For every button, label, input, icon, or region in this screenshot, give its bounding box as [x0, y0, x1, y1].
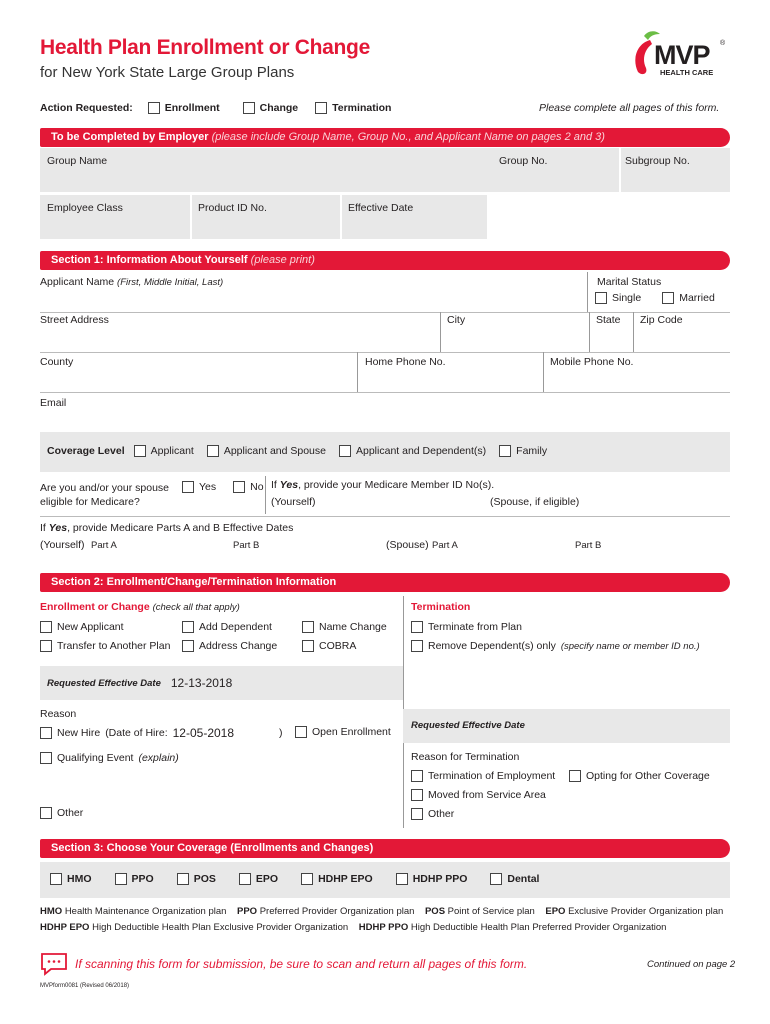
subgroup-no-label: Subgroup No.	[625, 155, 690, 167]
new-applicant-option	[40, 621, 124, 633]
medicare-yes-label: Yes	[199, 481, 217, 493]
moved-option	[411, 789, 546, 801]
enrollment-label: Enrollment	[164, 102, 220, 114]
logo-registered: ®	[720, 40, 726, 47]
check-all-note: (check all that apply)	[152, 602, 240, 613]
if-yes-emph: Yes	[279, 479, 299, 491]
term-other-label: Other	[428, 808, 455, 820]
medicare-yes-no	[182, 481, 264, 493]
date-of-hire-label: (Date of Hire:	[105, 727, 168, 739]
marital-status-label: Marital Status	[597, 276, 662, 288]
requested-effective-date-label: Requested Effective Date	[47, 677, 161, 689]
legend-pos-desc: Point of Service plan	[447, 906, 535, 917]
logo-wordmark: MVP	[654, 40, 710, 70]
dental-label: Dental	[507, 873, 540, 885]
transfer-checkbox[interactable]	[40, 640, 52, 652]
new-applicant-label: New Applicant	[57, 621, 124, 633]
qualifying-event-label: Qualifying Event	[57, 752, 134, 764]
single-label: Single	[612, 292, 642, 304]
terminate-from-plan-checkbox[interactable]	[411, 621, 423, 633]
termination-effective-date-row	[403, 709, 730, 743]
coverage-applicant-label: Applicant	[150, 445, 194, 457]
continued-note: Continued on page 2	[647, 959, 736, 970]
mobile-phone-label: Mobile Phone No.	[550, 356, 634, 368]
form-subtitle: for New York State Large Group Plans	[40, 64, 295, 81]
transfer-label: Transfer to Another Plan	[57, 640, 171, 652]
coverage-family-checkbox[interactable]	[499, 445, 511, 457]
remove-dependents-checkbox[interactable]	[411, 640, 423, 652]
plan-legend-line1	[40, 906, 723, 917]
coverage-family-label: Family	[516, 445, 548, 457]
date-of-hire-close: )	[279, 727, 283, 739]
part-a-spouse-label: Part A	[432, 540, 458, 551]
action-requested-label: Action Requested:	[40, 102, 133, 114]
parts-yourself-label: (Yourself)	[40, 539, 85, 551]
legend-hmo-desc: Health Maintenance Organization plan	[64, 906, 227, 917]
medicare-yes-checkbox[interactable]	[182, 481, 194, 493]
legend-hdhp-epo-abbr: HDHP EPO	[40, 922, 90, 933]
medicare-parts-instruction	[40, 522, 293, 534]
open-enrollment-checkbox[interactable]	[295, 726, 307, 738]
hdhp-ppo-checkbox[interactable]	[396, 873, 408, 885]
coverage-level-label: Coverage Level	[47, 445, 125, 457]
new-hire-checkbox[interactable]	[40, 727, 52, 739]
medicare-question	[40, 481, 169, 509]
termination-label: Termination	[332, 102, 392, 114]
address-change-checkbox[interactable]	[182, 640, 194, 652]
legend-epo-desc: Exclusive Provider Organization plan	[568, 906, 724, 917]
term-other-checkbox[interactable]	[411, 808, 423, 820]
hmo-label: HMO	[67, 873, 92, 885]
complete-all-pages-note: Please complete all pages of this form.	[539, 102, 720, 114]
name-change-label: Name Change	[319, 621, 387, 633]
applicant-name-field[interactable]	[40, 276, 223, 288]
applicant-name-label: Applicant Name	[40, 276, 115, 288]
action-requested-row	[40, 102, 391, 114]
medicare-no-checkbox[interactable]	[233, 481, 245, 493]
hmo-checkbox[interactable]	[50, 873, 62, 885]
new-hire-option	[40, 726, 283, 740]
termination-heading: Termination	[411, 601, 471, 613]
terminate-from-plan-option	[411, 621, 522, 633]
requested-effective-date-row	[40, 666, 403, 700]
married-checkbox[interactable]	[662, 292, 674, 304]
effective-date-label: Effective Date	[348, 202, 414, 214]
name-change-option	[302, 621, 387, 633]
chat-bubble-icon	[40, 952, 68, 976]
dental-checkbox[interactable]	[490, 873, 502, 885]
logo-subtext: HEALTH CARE	[660, 68, 714, 77]
new-hire-label: New Hire	[57, 727, 101, 739]
product-id-label: Product ID No.	[198, 202, 267, 214]
cobra-checkbox[interactable]	[302, 640, 314, 652]
single-checkbox[interactable]	[595, 292, 607, 304]
enrollment-change-heading	[40, 601, 240, 613]
remove-dependents-option	[411, 640, 700, 652]
section1-bar	[40, 251, 730, 270]
group-name-row	[40, 148, 730, 192]
qualifying-event-option	[40, 752, 179, 764]
coverage-applicant-dependents-checkbox[interactable]	[339, 445, 351, 457]
legend-hdhp-ppo-desc: High Deductible Health Plan Preferred Provider Organization	[410, 922, 667, 933]
state-label: State	[596, 314, 621, 326]
legend-hdhp-ppo-abbr: HDHP PPO	[358, 922, 409, 933]
term-other-option	[411, 808, 454, 820]
ppo-checkbox[interactable]	[115, 873, 127, 885]
opting-other-coverage-label: Opting for Other Coverage	[586, 770, 710, 782]
employee-class-label: Employee Class	[47, 202, 123, 214]
termination-of-employment-checkbox[interactable]	[411, 770, 423, 782]
ppo-label: PPO	[131, 873, 154, 885]
legend-epo-abbr: EPO	[545, 906, 566, 917]
coverage-applicant-spouse-checkbox[interactable]	[207, 445, 219, 457]
other-reason-option	[40, 807, 83, 819]
plan-choices-row	[40, 862, 730, 898]
address-change-option	[182, 640, 277, 652]
coverage-applicant-dependents-label: Applicant and Dependent(s)	[356, 445, 487, 457]
part-a-yourself-label: Part A	[91, 540, 117, 551]
new-applicant-checkbox[interactable]	[40, 621, 52, 633]
parts-if-prefix: If	[40, 522, 49, 534]
name-change-checkbox[interactable]	[302, 621, 314, 633]
email-label: Email	[40, 397, 67, 409]
reason-label: Reason	[40, 708, 77, 720]
change-checkbox[interactable]	[243, 102, 255, 114]
cobra-label: COBRA	[319, 640, 357, 652]
opting-other-coverage-option	[569, 770, 710, 782]
form-title: Health Plan Enrollment or Change	[40, 36, 370, 59]
transfer-option	[40, 640, 170, 652]
epo-label: EPO	[255, 873, 279, 885]
medicare-yourself-label: (Yourself)	[271, 496, 316, 508]
group-no-label: Group No.	[499, 155, 548, 167]
termination-of-employment-label: Termination of Employment	[428, 770, 556, 782]
marital-status-options	[595, 292, 715, 304]
pos-label: POS	[193, 873, 216, 885]
legend-ppo-desc: Preferred Provider Organization plan	[259, 906, 415, 917]
termination-of-employment-option	[411, 770, 555, 782]
moved-checkbox[interactable]	[411, 789, 423, 801]
remove-dependents-label: Remove Dependent(s) only	[428, 640, 556, 652]
opting-other-coverage-checkbox[interactable]	[569, 770, 581, 782]
hdhp-epo-checkbox[interactable]	[301, 873, 313, 885]
change-label: Change	[259, 102, 299, 114]
other-reason-label: Other	[57, 807, 84, 819]
coverage-level-row	[40, 432, 730, 472]
employer-bar	[40, 128, 730, 147]
medicare-member-id-instruction	[271, 479, 494, 491]
moved-label: Moved from Service Area	[428, 789, 546, 801]
parts-spouse-label: (Spouse)	[386, 539, 429, 551]
add-dependent-option	[182, 621, 272, 633]
hdhp-ppo-label: HDHP PPO	[412, 873, 468, 885]
section1-title: Section 1: Information About Yourself	[51, 254, 248, 266]
open-enrollment-option	[295, 726, 391, 738]
medicare-spouse-label: (Spouse, if eligible)	[490, 496, 580, 508]
open-enrollment-label: Open Enrollment	[312, 726, 391, 738]
parts-suffix: , provide Medicare Parts A and B Effective Dates	[67, 522, 294, 534]
county-label: County	[40, 356, 74, 368]
if-yes-prefix: If	[271, 479, 280, 491]
parts-yes-emph: Yes	[48, 522, 68, 534]
scan-note: If scanning this form for submission, be sure to scan and return all pages of this form.	[75, 957, 528, 971]
home-phone-label: Home Phone No.	[365, 356, 446, 368]
epo-checkbox[interactable]	[239, 873, 251, 885]
date-of-hire-input[interactable]: 12-05-2018	[172, 726, 235, 740]
part-b-spouse-label: Part B	[575, 540, 602, 551]
plan-legend-line2	[40, 922, 666, 933]
pos-checkbox[interactable]	[177, 873, 189, 885]
hdhp-epo-label: HDHP EPO	[318, 873, 373, 885]
medicare-question-line1: Are you and/or your spouse	[40, 482, 169, 494]
coverage-applicant-checkbox[interactable]	[134, 445, 146, 457]
legend-hdhp-epo-desc: High Deductible Health Plan Exclusive Provider Organization	[92, 922, 349, 933]
legend-hmo-abbr: HMO	[40, 906, 63, 917]
other-reason-checkbox[interactable]	[40, 807, 52, 819]
applicant-name-note: (First, Middle Initial, Last)	[117, 277, 224, 288]
part-b-yourself-label: Part B	[233, 540, 260, 551]
form-id: MVPform0081 (Revised 06/2018)	[40, 983, 130, 989]
employer-bar-note: (please include Group Name, Group No., and Applicant Name on pages 2 and 3)	[211, 131, 605, 143]
address-change-label: Address Change	[199, 640, 278, 652]
city-label: City	[447, 314, 466, 326]
group-name-label: Group Name	[47, 155, 108, 167]
medicare-question-line2: eligible for Medicare?	[40, 496, 140, 508]
coverage-applicant-spouse-label: Applicant and Spouse	[223, 445, 326, 457]
termination-effective-date-label: Requested Effective Date	[411, 720, 525, 731]
section1-note: (please print)	[250, 254, 315, 266]
qualifying-event-checkbox[interactable]	[40, 752, 52, 764]
add-dependent-checkbox[interactable]	[182, 621, 194, 633]
employer-bar-title: To be Completed by Employer	[51, 131, 209, 143]
cobra-option	[302, 640, 356, 652]
remove-dependents-note: (specify name or member ID no.)	[560, 640, 700, 652]
enrollment-change-title: Enrollment or Change	[40, 601, 150, 613]
employee-class-row	[40, 195, 487, 239]
terminate-from-plan-label: Terminate from Plan	[428, 621, 522, 633]
mvp-logo	[630, 30, 740, 84]
street-address-label: Street Address	[40, 314, 109, 326]
enrollment-checkbox[interactable]	[148, 102, 160, 114]
qualifying-event-explain: (explain)	[138, 752, 179, 764]
reason-for-termination-label: Reason for Termination	[411, 751, 520, 763]
section2-bar: Section 2: Enrollment/Change/Termination Information	[40, 573, 730, 592]
married-label: Married	[679, 292, 715, 304]
medicare-no-label: No	[250, 481, 264, 493]
add-dependent-label: Add Dependent	[199, 621, 272, 633]
section3-bar: Section 3: Choose Your Coverage (Enrollments and Changes)	[40, 839, 730, 858]
zip-code-label: Zip Code	[640, 314, 683, 326]
legend-ppo-abbr: PPO	[236, 906, 258, 917]
termination-checkbox[interactable]	[315, 102, 327, 114]
if-yes-suffix: , provide your Medicare Member ID No(s).	[298, 479, 495, 491]
requested-effective-date-input[interactable]: 12-13-2018	[170, 676, 233, 690]
legend-pos-abbr: POS	[424, 906, 446, 917]
